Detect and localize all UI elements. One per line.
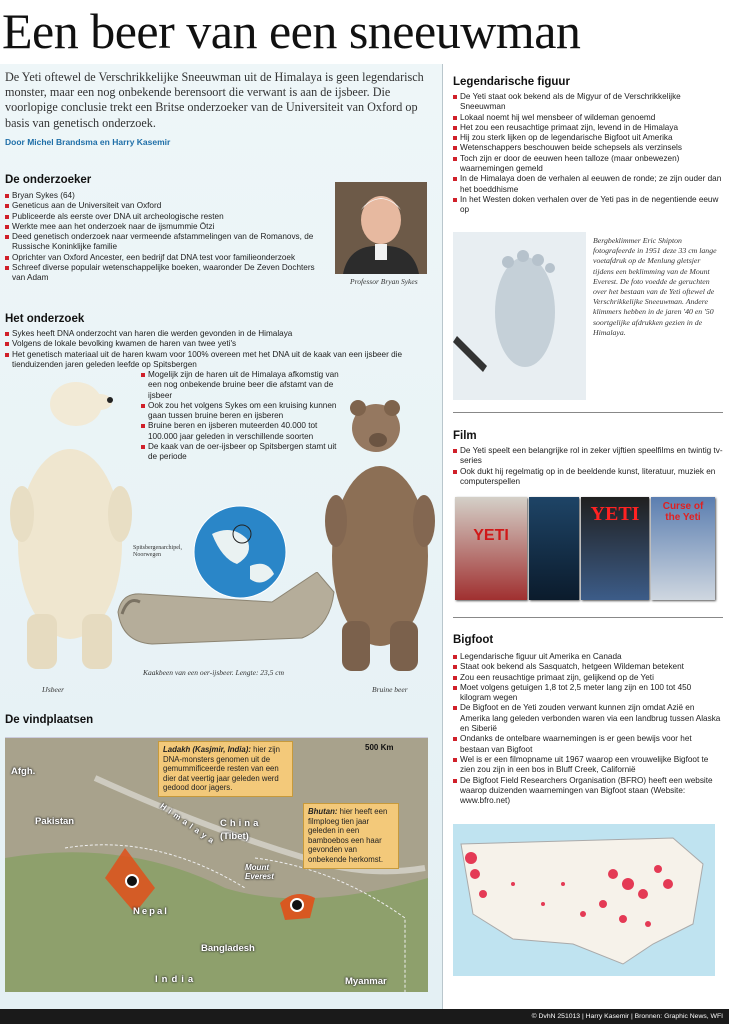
research-list-bottom xyxy=(141,370,341,463)
list-item: Legendarische figuur uit Amerika en Canada xyxy=(453,652,723,662)
portrait-illustration xyxy=(335,182,427,274)
byline: Door Michel Brandsma en Harry Kasemir xyxy=(5,137,171,147)
callout-title: Ladakh (Kasjmir, India): xyxy=(163,745,251,754)
label-bangladesh: Bangladesh xyxy=(201,943,255,954)
divider xyxy=(453,412,723,413)
callout-text: hier zijn DNA-monsters genomen uit de gemummificeerde resten van een dier dat veertig jaar geleden werd gedood door jagers. xyxy=(163,745,280,793)
label-india: India xyxy=(155,974,198,985)
list-item: Zou een reusachtige primaat zijn, gelijkend op de Yeti xyxy=(453,673,723,683)
list-item: Ook zou het volgens Sykes om een kruising kunnen gaan tussen bruine beren en ijsberen xyxy=(141,401,341,422)
list-item: In de Himalaya doen de verhalen al eeuwen de ronde; ze zijn ouder dan het boeddhisme xyxy=(453,174,723,195)
bigfoot-sightings-map xyxy=(453,824,715,976)
jaw-caption: Kaakbeen van een oer-ijsbeer. Lengte: 23,5 cm xyxy=(143,668,285,677)
footprint-photo xyxy=(453,232,586,400)
callout-title: Bhutan: xyxy=(308,807,338,816)
label-tibet: (Tibet) xyxy=(220,831,249,842)
us-map-illustration xyxy=(453,824,715,976)
infographic-body xyxy=(0,64,729,1009)
map-scale: 500 Km xyxy=(365,743,394,752)
list-item: Toch zijn er door de eeuwen heen talloze (maar onbewezen) waarnemingen gemeld xyxy=(453,154,723,175)
list-item: Oprichter van Oxford Ancester, een bedrijf dat DNA test voor familieonderzoek xyxy=(5,253,330,263)
research-list-top xyxy=(5,329,425,370)
yeti-marker-icon xyxy=(125,874,139,888)
list-item: Wetenschappers beschouwen beide schepsels als verzinsels xyxy=(453,143,723,153)
researcher-list xyxy=(5,191,330,284)
poster-title: Curse of the Yeti xyxy=(662,501,704,523)
sykes-photo xyxy=(335,182,427,274)
list-item: Ondanks de ontelbare waarnemingen is er geen bewijs voor het bestaan van Bigfoot xyxy=(453,734,723,755)
list-item: Geneticus aan de Universiteit van Oxford xyxy=(5,201,330,211)
film-list xyxy=(453,446,723,487)
footprint-caption: Bergbeklimmer Eric Shipton fotografeerde in 1951 deze 33 cm lange voetafdruk op de Menlung gletsjer tijdens een beklimming van de Mount Everest. De foto voedde de geruchten over het bestaan van de Yeti oftewel de Verschrikkelijke Sneeuwman. Andere klimmers hebben in de jaren '40 en '50 soortgelijke afdrukken gezien in de Himalaya. xyxy=(593,236,717,337)
list-item: Sykes heeft DNA onderzocht van haren die werden gevonden in de Himalaya xyxy=(5,329,425,339)
poster-title: YETI xyxy=(473,527,509,544)
list-item: De Yeti speelt een belangrijke rol in zeker vijftien speelfilms en twintig tv-series xyxy=(453,446,723,467)
label-pakistan: Pakistan xyxy=(35,816,75,827)
list-item: Lokaal noemt hij wel mensbeer of wildeman genoemd xyxy=(453,113,723,123)
yeti-marker-icon xyxy=(290,898,304,912)
callout-ladakh xyxy=(158,741,293,797)
brown-bear-label: Bruine beer xyxy=(372,685,408,694)
list-item: De kaak van de oer-ijsbeer op Spitsbergen stamt uit de periode xyxy=(141,442,341,463)
list-item: Deed genetisch onderzoek naar vermeende afstammelingen van de Romanovs, de Russische Koninklijke familie xyxy=(5,232,330,253)
researcher-heading: De onderzoeker xyxy=(5,174,92,186)
bigfoot-list xyxy=(453,652,723,806)
himalaya-map xyxy=(5,737,428,992)
jaw-bone-image xyxy=(112,572,340,654)
film-poster xyxy=(455,497,527,600)
list-item: Mogelijk zijn de haren uit de Himalaya afkomstig van een nog onbekende bruine beer die afstamt van de ijsbeer xyxy=(141,370,341,401)
page-title: Een beer van een sneeuwman xyxy=(2,3,581,59)
list-item: Volgens de lokale bevolking kwamen de haren van twee yeti's xyxy=(5,339,425,349)
callout-bhutan xyxy=(303,803,399,869)
list-item: Schreef diverse populair wetenschappelijke boeken, waaronder De Zeven Dochters van Adam xyxy=(5,263,330,284)
label-everest: Mount Everest xyxy=(245,863,274,881)
bigfoot-heading: Bigfoot xyxy=(453,634,494,646)
list-item: De Yeti staat ook bekend als de Migyur of de Verschrikkelijke Sneeuwman xyxy=(453,92,723,113)
film-heading: Film xyxy=(453,430,477,442)
list-item: Moet volgens getuigen 1,8 tot 2,5 meter lang zijn en 100 tot 450 kilogram wegen xyxy=(453,683,723,704)
list-item: Bruine beren en ijsberen muteerden 40.000 tot 100.000 jaar geleden in verschillende soorten xyxy=(141,421,341,442)
intro-text: De Yeti oftewel de Verschrikkelijke Sneeuwman uit de Himalaya is geen legendarisch monster, maar een nog onbekende berensoort die verwant is aan de ijsbeer. Die voorlopige conclusie trekt een Britse onderzoeker van de Universiteit van Oxford op basis van genetisch onderzoek. xyxy=(5,70,424,130)
list-item: Staat ook bekend als Sasquatch, hetgeen Wildeman betekent xyxy=(453,662,723,672)
globe-label: Spitsbergenarchipel, Noorwegen xyxy=(133,545,183,558)
film-poster xyxy=(581,497,649,600)
right-column xyxy=(442,64,729,1009)
list-item: De Bigfoot en de Yeti zouden verwant kunnen zijn omdat Azië en Amerika lang geleden verbonden waren via een landbrug tussen Alaska en Siberië xyxy=(453,703,723,734)
film-poster xyxy=(651,497,715,600)
research-heading: Het onderzoek xyxy=(5,313,85,325)
list-item: Publiceerde als eerste over DNA uit archeologische resten xyxy=(5,212,330,222)
list-item: In het Westen doken verhalen over de Yeti pas in de negentiende eeuw op xyxy=(453,195,723,216)
label-afgh: Afgh. xyxy=(11,766,36,777)
film-poster xyxy=(529,497,579,600)
footer-credits: © DvhN 251013 | Harry Kasemir | Bronnen: Graphic News, WFI xyxy=(0,1009,729,1024)
label-himalaya: Himalaya xyxy=(158,801,219,848)
divider xyxy=(453,617,723,618)
legend-heading: Legendarische figuur xyxy=(453,76,570,88)
callout-text: hier heeft een filmploeg tien jaar geleden in een bamboebos een haar gevonden van onbekende herkomst. xyxy=(308,807,388,864)
left-column xyxy=(0,64,438,1009)
poster-title: YETI xyxy=(590,503,640,525)
list-item: Hij zou sterk lijken op de legendarische Bigfoot uit Amerika xyxy=(453,133,723,143)
photo-caption: Professor Bryan Sykes xyxy=(350,277,418,286)
list-item: Werkte mee aan het onderzoek naar de ijsmummie Ötzi xyxy=(5,222,330,232)
list-item: Het zou een reusachtige primaat zijn, levend in de Himalaya xyxy=(453,123,723,133)
list-item: Wel is er een filmopname uit 1967 waarop een vrouwelijke Bigfoot te zien zou zijn in een bos in Bluff Creek, Californië xyxy=(453,755,723,776)
label-nepal: Nepal xyxy=(133,906,169,917)
legend-list xyxy=(453,92,723,216)
list-item: De Bigfoot Field Researchers Organisation (BFRO) heeft een website waarop duizenden waarnemingen van Bigfoot staan (Website: www.bfro.net) xyxy=(453,776,723,807)
label-china: China xyxy=(220,818,262,829)
list-item: Ook dukt hij regelmatig op in de beeldende kunst, literatuur, muziek en computerspellen xyxy=(453,467,723,488)
label-myanmar: Myanmar xyxy=(345,976,387,987)
list-item: Het genetisch materiaal uit de haren kwam voor 100% overeen met het DNA uit de kaak van een ijsbeer die tienduizenden jaren geleden leefde op Spitsbergen xyxy=(5,350,425,371)
map-heading: De vindplaatsen xyxy=(5,714,94,726)
polar-bear-label: IJsbeer xyxy=(42,685,65,694)
list-item: Bryan Sykes (64) xyxy=(5,191,330,201)
